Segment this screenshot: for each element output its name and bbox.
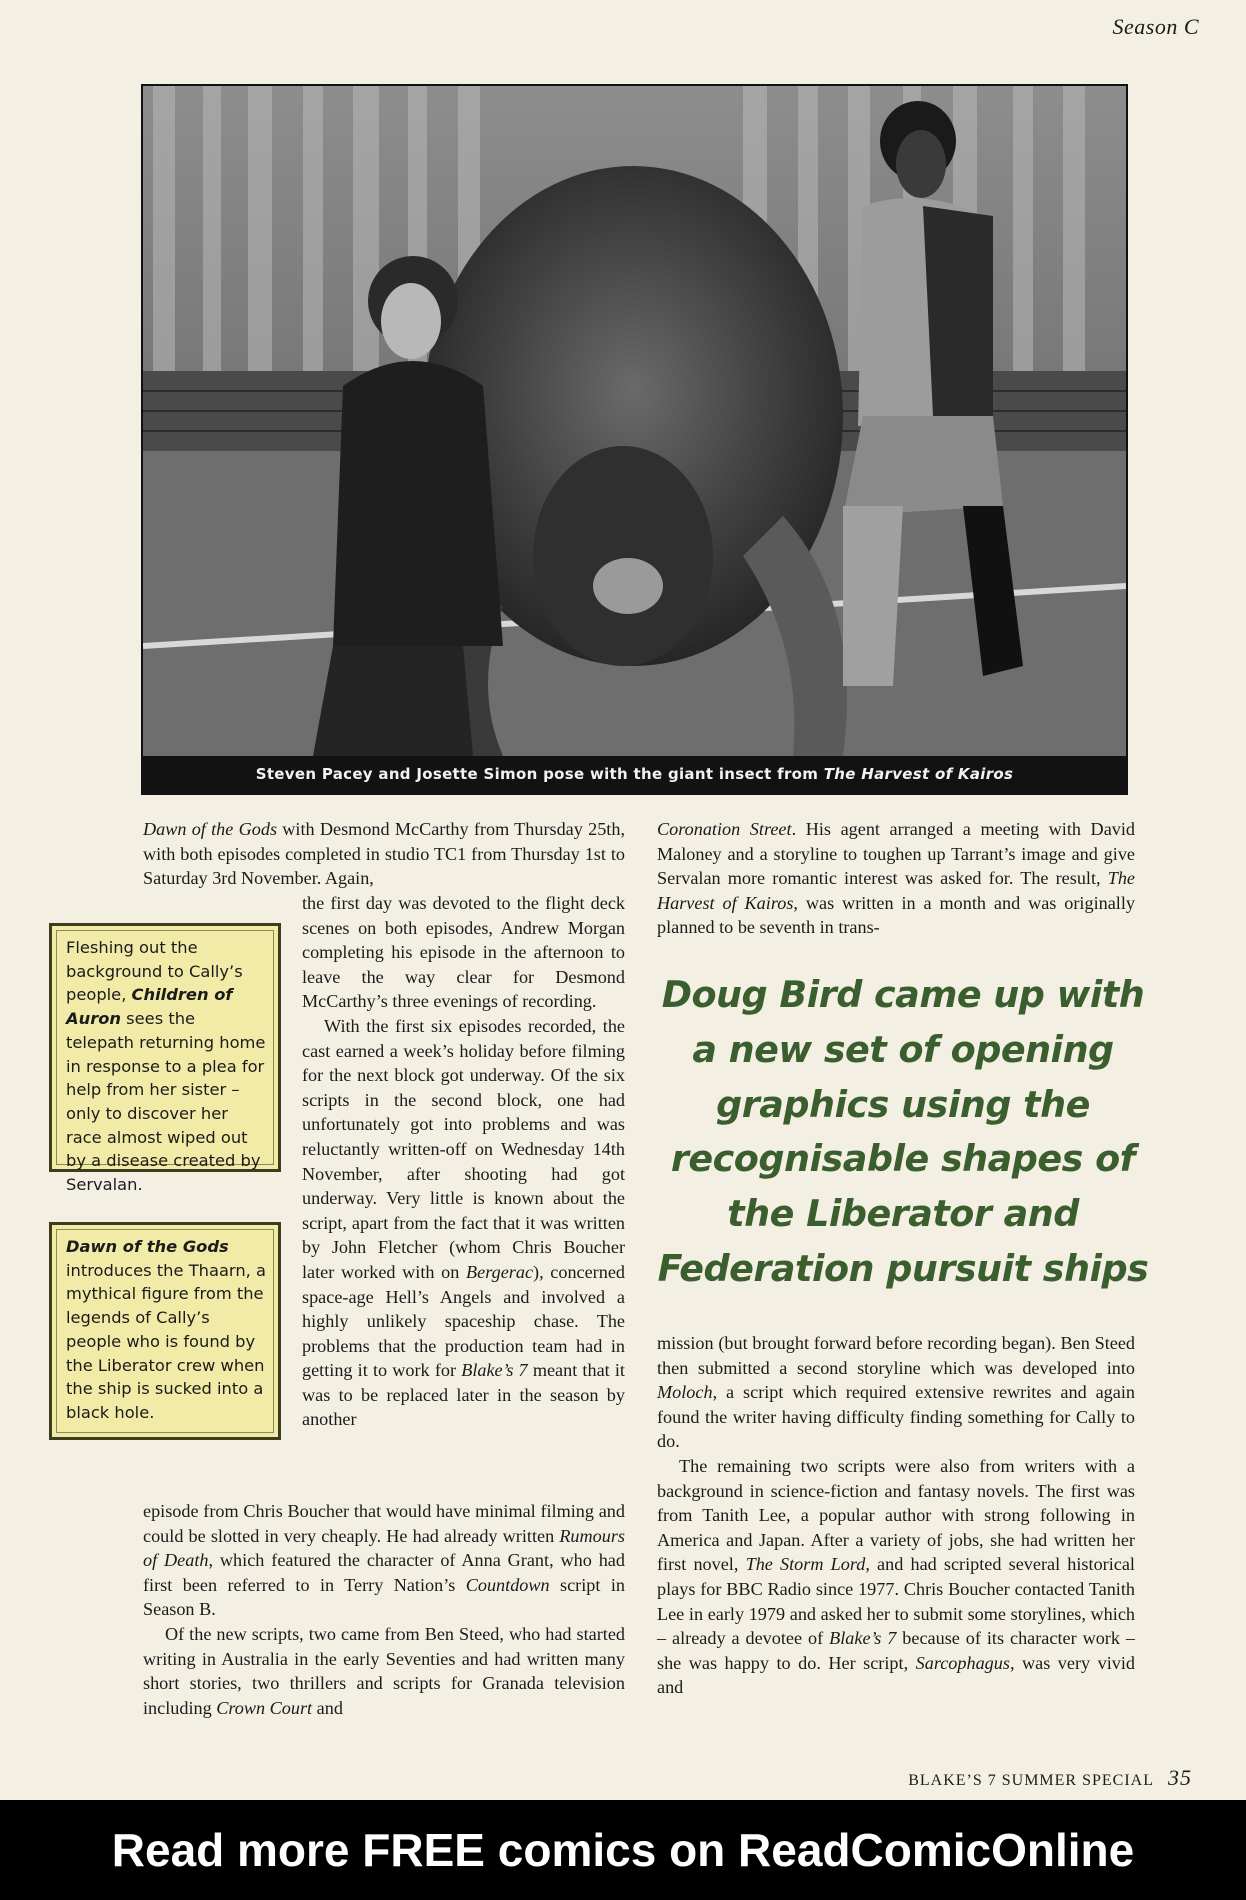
section-header: Season C [1112, 14, 1199, 39]
publication-name: BLAKE’S 7 SUMMER SPECIAL [908, 1772, 1154, 1789]
sidebox-children-of-auron: Fleshing out the background to Cally’s people, Children of Auron sees the telepath returning home in response to a plea for help from her sister – only to discover her race almost wiped out by a disease created by Servalan. [49, 923, 281, 1172]
col2-lower-body: mission (but brought forward before recording began). Ben Steed then submitted a second storyline which was developed into Moloch, a script which required extensive rewrites and again found the writer having difficulty finding something for Cally to do. The remaining two scripts were also from writers with a background in science-fiction and fantasy novels. The first was from Tanith Lee, a popular author with strong following in America and Japan. After a variety of jobs, she had written her first novel, The Storm Lord, and had scripted several historical plays for BBC Radio since 1977. Chris Boucher contacted Tanith Lee in early 1979 and asked her to submit some storylines, which – already a devotee of Blake’s 7 because of its character work – she was happy to do. Her script, Sarcophagus, was very vivid and [657, 1333, 1135, 1698]
cast-photo [141, 84, 1128, 795]
page-number: 35 [1168, 1765, 1192, 1790]
sidebox-dawn-of-the-gods: Dawn of the Gods introduces the Thaarn, a mythical figure from the legends of Cally’s people who is found by the Liberator crew when the ship is sucked into a black hole. [49, 1222, 281, 1440]
photo-image [143, 86, 1126, 756]
col1-lower-body: episode from Chris Boucher that would have minimal filming and could be slotted in very cheaply. He had already written Rumours of Death, which featured the character of Anna Grant, who had first been referred to in Terry Nation’s Countdown script in Season B. Of the new scripts, two came from Ben Steed, who had started writing in Australia in the early Seventies and had written many short stories, two thrillers and scripts for Granada television including Crown Court and [143, 1501, 625, 1718]
col1-narrow-body: the first day was devoted to the flight deck scenes on both episodes, Andrew Morgan completing his episode in the afternoon to leave the way clear for Desmond McCarthy’s three evenings of recording. With the first six episodes recorded, the cast earned a week’s holiday before filming for the next block got underway. Of the six scripts in the second block, one had unfortunately got into problems and was reluctantly written-off on Wednesday 14th November, after shooting had got underway. Very little is known about the script, apart from the fact that it was written by John Fletcher (whom Chris Boucher later worked with on Bergerac), concerned space-age Hell’s Angels and involved a highly unlikely spaceship chase. The problems that the production team had in getting it to work for Blake’s 7 meant that it was to be replaced later in the season by another [302, 893, 625, 1430]
pull-quote: Doug Bird came up with a new set of opening graphics using the recognisable shapes of the Liberator and Federation pursuit ships [657, 973, 1149, 1290]
col2-top-body: Coronation Street. His agent arranged a meeting with David Maloney and a storyline to toughen up Tarrant’s image and give Servalan more romantic interest was asked for. The result, The Harvest of Kairos, was written in a month and was originally planned to be seventh in trans- [657, 819, 1136, 938]
col1-intro: Dawn of the Gods with Desmond McCarthy from Thursday 25th, with both episodes completed in studio TC1 from Thursday 1st to Saturday 3rd November. Again, [143, 819, 625, 889]
page-footer [908, 1765, 1192, 1791]
photo-caption: Steven Pacey and Josette Simon pose with the giant insect from The Harvest of Kairos [143, 756, 1126, 793]
promo-banner[interactable]: Read more FREE comics on ReadComicOnline [0, 1800, 1246, 1900]
